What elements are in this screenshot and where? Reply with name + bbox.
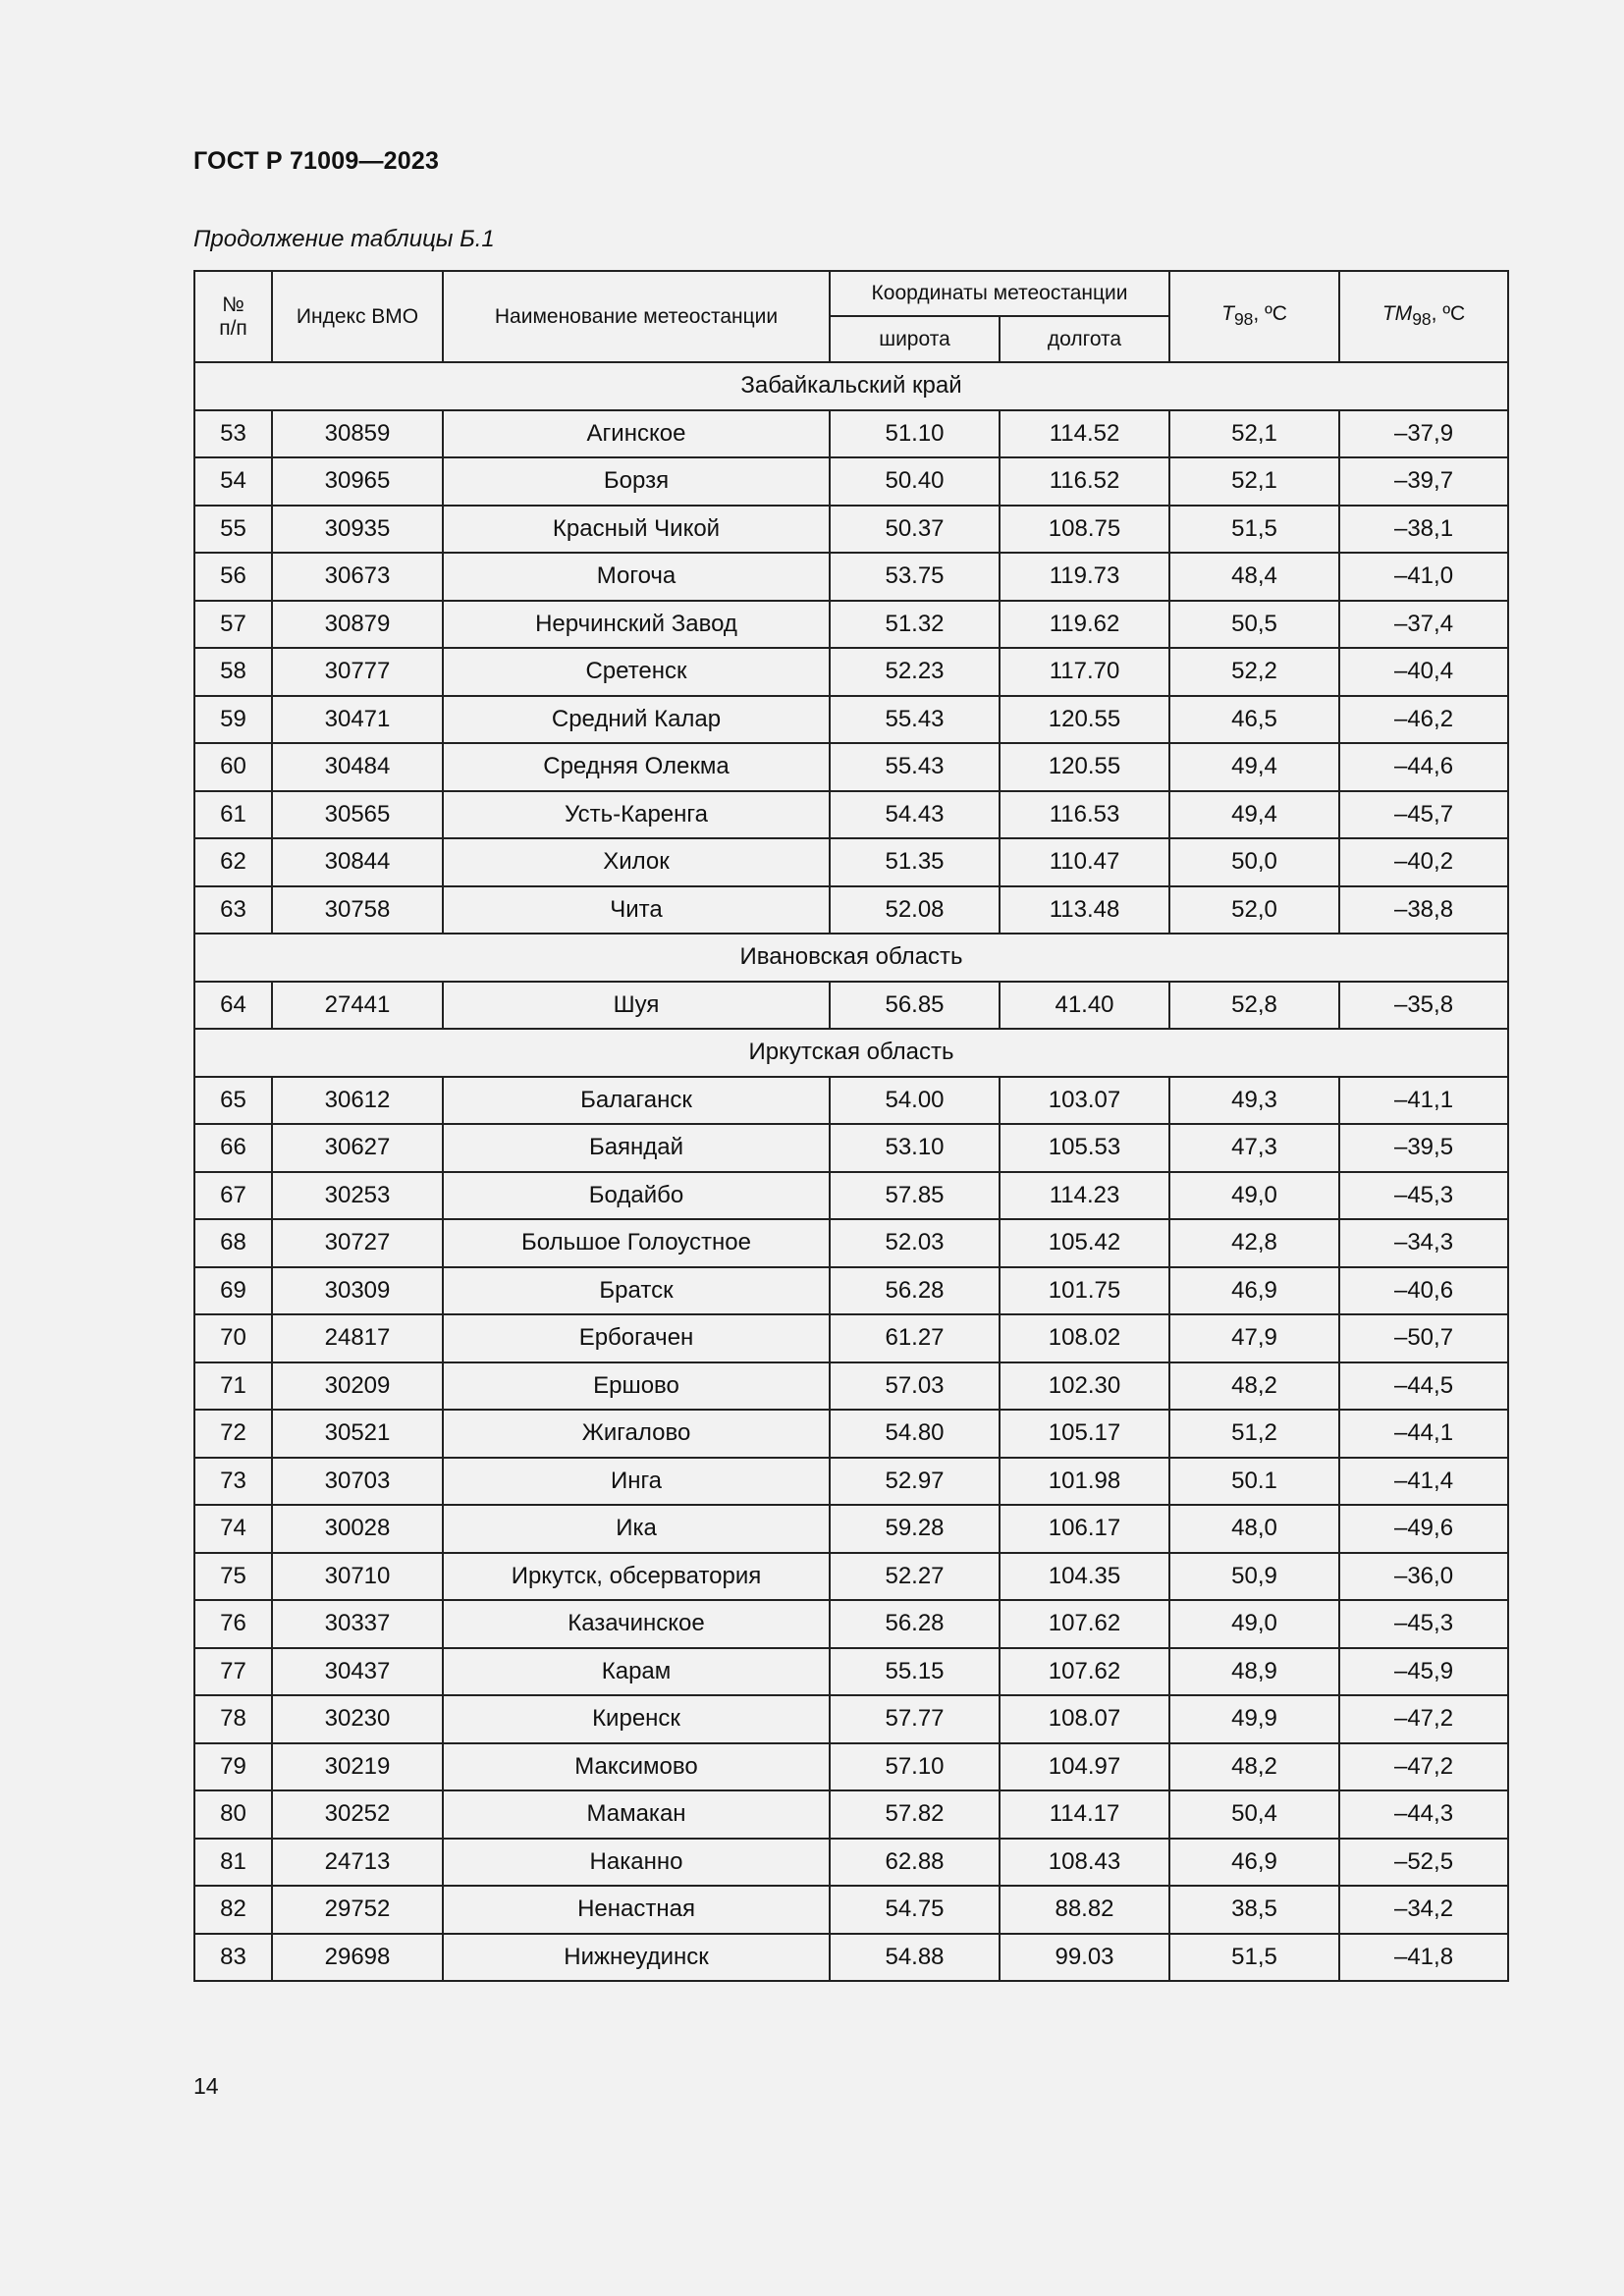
cell-station-name: Чита: [443, 886, 830, 934]
column-header-wmo-index: Индекс ВМО: [272, 271, 443, 362]
cell-longitude: 108.02: [1000, 1314, 1169, 1362]
cell-number: 62: [194, 838, 272, 886]
cell-longitude: 114.23: [1000, 1172, 1169, 1220]
cell-station-name: Средняя Олекма: [443, 743, 830, 791]
cell-station-name: Ершово: [443, 1362, 830, 1411]
table-row: [194, 1410, 1508, 1458]
cell-latitude: 52.27: [830, 1553, 1000, 1601]
cell-number: 65: [194, 1077, 272, 1125]
cell-t98: 48,0: [1169, 1505, 1339, 1553]
cell-tm98: –38,8: [1339, 886, 1508, 934]
cell-t98: 52,1: [1169, 410, 1339, 458]
region-row: [194, 1029, 1508, 1077]
table-row: [194, 601, 1508, 649]
cell-station-name: Казачинское: [443, 1600, 830, 1648]
cell-wmo-index: 30309: [272, 1267, 443, 1315]
cell-station-name: Инга: [443, 1458, 830, 1506]
cell-wmo-index: 30437: [272, 1648, 443, 1696]
cell-number: 73: [194, 1458, 272, 1506]
cell-wmo-index: 30703: [272, 1458, 443, 1506]
cell-wmo-index: 30337: [272, 1600, 443, 1648]
cell-latitude: 57.77: [830, 1695, 1000, 1743]
cell-station-name: Ненастная: [443, 1886, 830, 1934]
cell-latitude: 59.28: [830, 1505, 1000, 1553]
cell-tm98: –40,6: [1339, 1267, 1508, 1315]
table-row: [194, 553, 1508, 601]
cell-tm98: –47,2: [1339, 1695, 1508, 1743]
cell-station-name: Наканно: [443, 1839, 830, 1887]
cell-t98: 49,4: [1169, 791, 1339, 839]
cell-longitude: 108.07: [1000, 1695, 1169, 1743]
cell-t98: 51,5: [1169, 1934, 1339, 1982]
region-name: Забайкальский край: [194, 362, 1508, 410]
region-name: Ивановская область: [194, 934, 1508, 982]
table-row: [194, 1172, 1508, 1220]
cell-longitude: 106.17: [1000, 1505, 1169, 1553]
cell-station-name: Киренск: [443, 1695, 830, 1743]
cell-tm98: –40,2: [1339, 838, 1508, 886]
cell-station-name: Сретенск: [443, 648, 830, 696]
cell-t98: 50.1: [1169, 1458, 1339, 1506]
cell-wmo-index: 30253: [272, 1172, 443, 1220]
cell-tm98: –49,6: [1339, 1505, 1508, 1553]
cell-station-name: Ика: [443, 1505, 830, 1553]
cell-tm98: –35,8: [1339, 982, 1508, 1030]
cell-t98: 49,0: [1169, 1172, 1339, 1220]
cell-number: 81: [194, 1839, 272, 1887]
cell-wmo-index: 30758: [272, 886, 443, 934]
cell-longitude: 119.62: [1000, 601, 1169, 649]
cell-t98: 42,8: [1169, 1219, 1339, 1267]
cell-latitude: 56.28: [830, 1600, 1000, 1648]
cell-wmo-index: 30777: [272, 648, 443, 696]
cell-wmo-index: 30727: [272, 1219, 443, 1267]
cell-longitude: 108.43: [1000, 1839, 1169, 1887]
cell-t98: 48,4: [1169, 553, 1339, 601]
cell-t98: 51,5: [1169, 506, 1339, 554]
cell-wmo-index: 30521: [272, 1410, 443, 1458]
column-header-coordinates: Координаты метеостанции: [830, 271, 1169, 316]
table-row: [194, 1886, 1508, 1934]
cell-t98: 46,9: [1169, 1839, 1339, 1887]
table-row: [194, 1362, 1508, 1411]
table-row: [194, 1743, 1508, 1791]
cell-tm98: –41,1: [1339, 1077, 1508, 1125]
cell-t98: 38,5: [1169, 1886, 1339, 1934]
cell-tm98: –50,7: [1339, 1314, 1508, 1362]
cell-latitude: 54.75: [830, 1886, 1000, 1934]
cell-latitude: 51.32: [830, 601, 1000, 649]
cell-number: 72: [194, 1410, 272, 1458]
table-row: [194, 1790, 1508, 1839]
cell-latitude: 55.15: [830, 1648, 1000, 1696]
cell-wmo-index: 30627: [272, 1124, 443, 1172]
cell-latitude: 51.10: [830, 410, 1000, 458]
cell-number: 56: [194, 553, 272, 601]
table-row: [194, 1648, 1508, 1696]
cell-wmo-index: 30219: [272, 1743, 443, 1791]
cell-latitude: 51.35: [830, 838, 1000, 886]
cell-number: 60: [194, 743, 272, 791]
cell-tm98: –46,2: [1339, 696, 1508, 744]
column-header-tm98: $TM_{98}$, ºС: [1339, 271, 1508, 362]
cell-station-name: Нижнеудинск: [443, 1934, 830, 1982]
cell-latitude: 62.88: [830, 1839, 1000, 1887]
cell-wmo-index: 30844: [272, 838, 443, 886]
cell-wmo-index: 27441: [272, 982, 443, 1030]
cell-station-name: Средний Калар: [443, 696, 830, 744]
table-row: [194, 791, 1508, 839]
table-row: [194, 1839, 1508, 1887]
cell-t98: 50,0: [1169, 838, 1339, 886]
cell-latitude: 53.10: [830, 1124, 1000, 1172]
cell-number: 79: [194, 1743, 272, 1791]
column-header-number: № п/п: [194, 271, 272, 362]
cell-longitude: 117.70: [1000, 648, 1169, 696]
table-row: [194, 982, 1508, 1030]
document-title: ГОСТ Р 71009—2023: [193, 147, 440, 175]
cell-latitude: 55.43: [830, 743, 1000, 791]
cell-t98: 49,4: [1169, 743, 1339, 791]
cell-tm98: –44,5: [1339, 1362, 1508, 1411]
page-number: 14: [193, 2073, 219, 2099]
cell-t98: 46,9: [1169, 1267, 1339, 1315]
cell-longitude: 108.75: [1000, 506, 1169, 554]
cell-longitude: 101.75: [1000, 1267, 1169, 1315]
cell-wmo-index: 30252: [272, 1790, 443, 1839]
cell-tm98: –37,4: [1339, 601, 1508, 649]
cell-longitude: 105.53: [1000, 1124, 1169, 1172]
cell-station-name: Шуя: [443, 982, 830, 1030]
cell-longitude: 113.48: [1000, 886, 1169, 934]
cell-station-name: Иркутск, обсерватория: [443, 1553, 830, 1601]
cell-station-name: Нерчинский Завод: [443, 601, 830, 649]
cell-number: 61: [194, 791, 272, 839]
cell-t98: 46,5: [1169, 696, 1339, 744]
cell-station-name: Усть-Каренга: [443, 791, 830, 839]
cell-tm98: –45,7: [1339, 791, 1508, 839]
cell-t98: 48,2: [1169, 1743, 1339, 1791]
cell-wmo-index: 24713: [272, 1839, 443, 1887]
cell-number: 69: [194, 1267, 272, 1315]
table-row: [194, 1458, 1508, 1506]
cell-tm98: –44,1: [1339, 1410, 1508, 1458]
cell-tm98: –37,9: [1339, 410, 1508, 458]
cell-longitude: 116.52: [1000, 457, 1169, 506]
cell-number: 68: [194, 1219, 272, 1267]
cell-longitude: 116.53: [1000, 791, 1169, 839]
cell-number: 70: [194, 1314, 272, 1362]
cell-longitude: 104.97: [1000, 1743, 1169, 1791]
table-row: [194, 1695, 1508, 1743]
cell-wmo-index: 30484: [272, 743, 443, 791]
weather-stations-table: [193, 270, 1509, 1982]
cell-wmo-index: 30209: [272, 1362, 443, 1411]
table-row: [194, 506, 1508, 554]
cell-tm98: –44,6: [1339, 743, 1508, 791]
cell-station-name: Красный Чикой: [443, 506, 830, 554]
table-row: [194, 1267, 1508, 1315]
cell-number: 67: [194, 1172, 272, 1220]
cell-wmo-index: 30965: [272, 457, 443, 506]
cell-station-name: Ербогачен: [443, 1314, 830, 1362]
cell-station-name: Жигалово: [443, 1410, 830, 1458]
cell-t98: 52,0: [1169, 886, 1339, 934]
cell-latitude: 57.82: [830, 1790, 1000, 1839]
table-row: [194, 1505, 1508, 1553]
cell-station-name: Братск: [443, 1267, 830, 1315]
cell-station-name: Максимово: [443, 1743, 830, 1791]
cell-number: 76: [194, 1600, 272, 1648]
cell-tm98: –39,7: [1339, 457, 1508, 506]
cell-number: 57: [194, 601, 272, 649]
cell-latitude: 50.40: [830, 457, 1000, 506]
cell-longitude: 41.40: [1000, 982, 1169, 1030]
cell-wmo-index: 30935: [272, 506, 443, 554]
cell-number: 82: [194, 1886, 272, 1934]
cell-number: 77: [194, 1648, 272, 1696]
cell-longitude: 114.52: [1000, 410, 1169, 458]
column-header-t98: $T_{98}$, ºС: [1169, 271, 1339, 362]
cell-station-name: Хилок: [443, 838, 830, 886]
cell-tm98: –45,3: [1339, 1600, 1508, 1648]
column-header-latitude: широта: [830, 316, 1000, 362]
cell-wmo-index: 30673: [272, 553, 443, 601]
cell-t98: 50,4: [1169, 1790, 1339, 1839]
cell-t98: 47,3: [1169, 1124, 1339, 1172]
cell-number: 59: [194, 696, 272, 744]
table-body: [194, 362, 1508, 1981]
cell-latitude: 54.00: [830, 1077, 1000, 1125]
cell-number: 58: [194, 648, 272, 696]
cell-wmo-index: 24817: [272, 1314, 443, 1362]
cell-wmo-index: 30565: [272, 791, 443, 839]
cell-number: 74: [194, 1505, 272, 1553]
table-row: [194, 743, 1508, 791]
cell-longitude: 88.82: [1000, 1886, 1169, 1934]
cell-tm98: –36,0: [1339, 1553, 1508, 1601]
table-row: [194, 648, 1508, 696]
cell-longitude: 110.47: [1000, 838, 1169, 886]
cell-t98: 52,1: [1169, 457, 1339, 506]
cell-tm98: –41,4: [1339, 1458, 1508, 1506]
table-row: [194, 457, 1508, 506]
cell-station-name: Мамакан: [443, 1790, 830, 1839]
cell-longitude: 103.07: [1000, 1077, 1169, 1125]
cell-wmo-index: 29698: [272, 1934, 443, 1982]
cell-station-name: Бодайбо: [443, 1172, 830, 1220]
cell-number: 80: [194, 1790, 272, 1839]
cell-t98: 52,2: [1169, 648, 1339, 696]
cell-tm98: –34,2: [1339, 1886, 1508, 1934]
cell-t98: 47,9: [1169, 1314, 1339, 1362]
cell-t98: 48,9: [1169, 1648, 1339, 1696]
table-row: [194, 838, 1508, 886]
region-row: [194, 362, 1508, 410]
cell-station-name: Агинское: [443, 410, 830, 458]
cell-t98: 50,5: [1169, 601, 1339, 649]
cell-wmo-index: 30028: [272, 1505, 443, 1553]
table-row: [194, 1219, 1508, 1267]
cell-latitude: 52.23: [830, 648, 1000, 696]
cell-longitude: 102.30: [1000, 1362, 1169, 1411]
cell-station-name: Баяндай: [443, 1124, 830, 1172]
cell-number: 64: [194, 982, 272, 1030]
table-row: [194, 1077, 1508, 1125]
cell-tm98: –47,2: [1339, 1743, 1508, 1791]
cell-longitude: 119.73: [1000, 553, 1169, 601]
cell-number: 55: [194, 506, 272, 554]
cell-latitude: 54.80: [830, 1410, 1000, 1458]
cell-tm98: –38,1: [1339, 506, 1508, 554]
column-header-station-name: Наименование метеостанции: [443, 271, 830, 362]
column-header-longitude: долгота: [1000, 316, 1169, 362]
cell-latitude: 56.28: [830, 1267, 1000, 1315]
cell-wmo-index: 29752: [272, 1886, 443, 1934]
cell-longitude: 104.35: [1000, 1553, 1169, 1601]
cell-latitude: 53.75: [830, 553, 1000, 601]
cell-wmo-index: 30859: [272, 410, 443, 458]
table-caption: Продолжение таблицы Б.1: [193, 226, 495, 252]
cell-latitude: 56.85: [830, 982, 1000, 1030]
cell-station-name: Борзя: [443, 457, 830, 506]
cell-wmo-index: 30612: [272, 1077, 443, 1125]
cell-wmo-index: 30230: [272, 1695, 443, 1743]
cell-t98: 52,8: [1169, 982, 1339, 1030]
cell-number: 53: [194, 410, 272, 458]
cell-number: 75: [194, 1553, 272, 1601]
cell-t98: 50,9: [1169, 1553, 1339, 1601]
table-row: [194, 410, 1508, 458]
cell-wmo-index: 30710: [272, 1553, 443, 1601]
cell-tm98: –41,0: [1339, 553, 1508, 601]
cell-longitude: 114.17: [1000, 1790, 1169, 1839]
cell-t98: 48,2: [1169, 1362, 1339, 1411]
table-row: [194, 1553, 1508, 1601]
cell-t98: 49,0: [1169, 1600, 1339, 1648]
cell-longitude: 107.62: [1000, 1648, 1169, 1696]
cell-station-name: Балаганск: [443, 1077, 830, 1125]
cell-longitude: 99.03: [1000, 1934, 1169, 1982]
table-row: [194, 1124, 1508, 1172]
cell-number: 54: [194, 457, 272, 506]
region-name: Иркутская область: [194, 1029, 1508, 1077]
cell-tm98: –52,5: [1339, 1839, 1508, 1887]
cell-latitude: 61.27: [830, 1314, 1000, 1362]
table-row: [194, 1314, 1508, 1362]
cell-number: 71: [194, 1362, 272, 1411]
cell-t98: 51,2: [1169, 1410, 1339, 1458]
cell-longitude: 105.42: [1000, 1219, 1169, 1267]
cell-tm98: –39,5: [1339, 1124, 1508, 1172]
cell-tm98: –45,3: [1339, 1172, 1508, 1220]
cell-tm98: –41,8: [1339, 1934, 1508, 1982]
cell-latitude: 52.97: [830, 1458, 1000, 1506]
cell-latitude: 54.88: [830, 1934, 1000, 1982]
cell-longitude: 107.62: [1000, 1600, 1169, 1648]
cell-latitude: 57.10: [830, 1743, 1000, 1791]
cell-longitude: 101.98: [1000, 1458, 1169, 1506]
cell-number: 83: [194, 1934, 272, 1982]
cell-number: 66: [194, 1124, 272, 1172]
table-row: [194, 886, 1508, 934]
cell-station-name: Карам: [443, 1648, 830, 1696]
table-row: [194, 696, 1508, 744]
cell-longitude: 105.17: [1000, 1410, 1169, 1458]
cell-station-name: Могоча: [443, 553, 830, 601]
cell-tm98: –45,9: [1339, 1648, 1508, 1696]
cell-latitude: 52.03: [830, 1219, 1000, 1267]
table-row: [194, 1934, 1508, 1982]
cell-t98: 49,9: [1169, 1695, 1339, 1743]
cell-longitude: 120.55: [1000, 743, 1169, 791]
cell-latitude: 52.08: [830, 886, 1000, 934]
cell-number: 78: [194, 1695, 272, 1743]
cell-latitude: 50.37: [830, 506, 1000, 554]
cell-tm98: –44,3: [1339, 1790, 1508, 1839]
cell-t98: 49,3: [1169, 1077, 1339, 1125]
cell-tm98: –34,3: [1339, 1219, 1508, 1267]
table-row: [194, 1600, 1508, 1648]
cell-number: 63: [194, 886, 272, 934]
cell-wmo-index: 30879: [272, 601, 443, 649]
cell-latitude: 55.43: [830, 696, 1000, 744]
cell-latitude: 57.85: [830, 1172, 1000, 1220]
cell-wmo-index: 30471: [272, 696, 443, 744]
cell-longitude: 120.55: [1000, 696, 1169, 744]
region-row: [194, 934, 1508, 982]
cell-latitude: 57.03: [830, 1362, 1000, 1411]
cell-latitude: 54.43: [830, 791, 1000, 839]
cell-station-name: Большое Голоустное: [443, 1219, 830, 1267]
cell-tm98: –40,4: [1339, 648, 1508, 696]
